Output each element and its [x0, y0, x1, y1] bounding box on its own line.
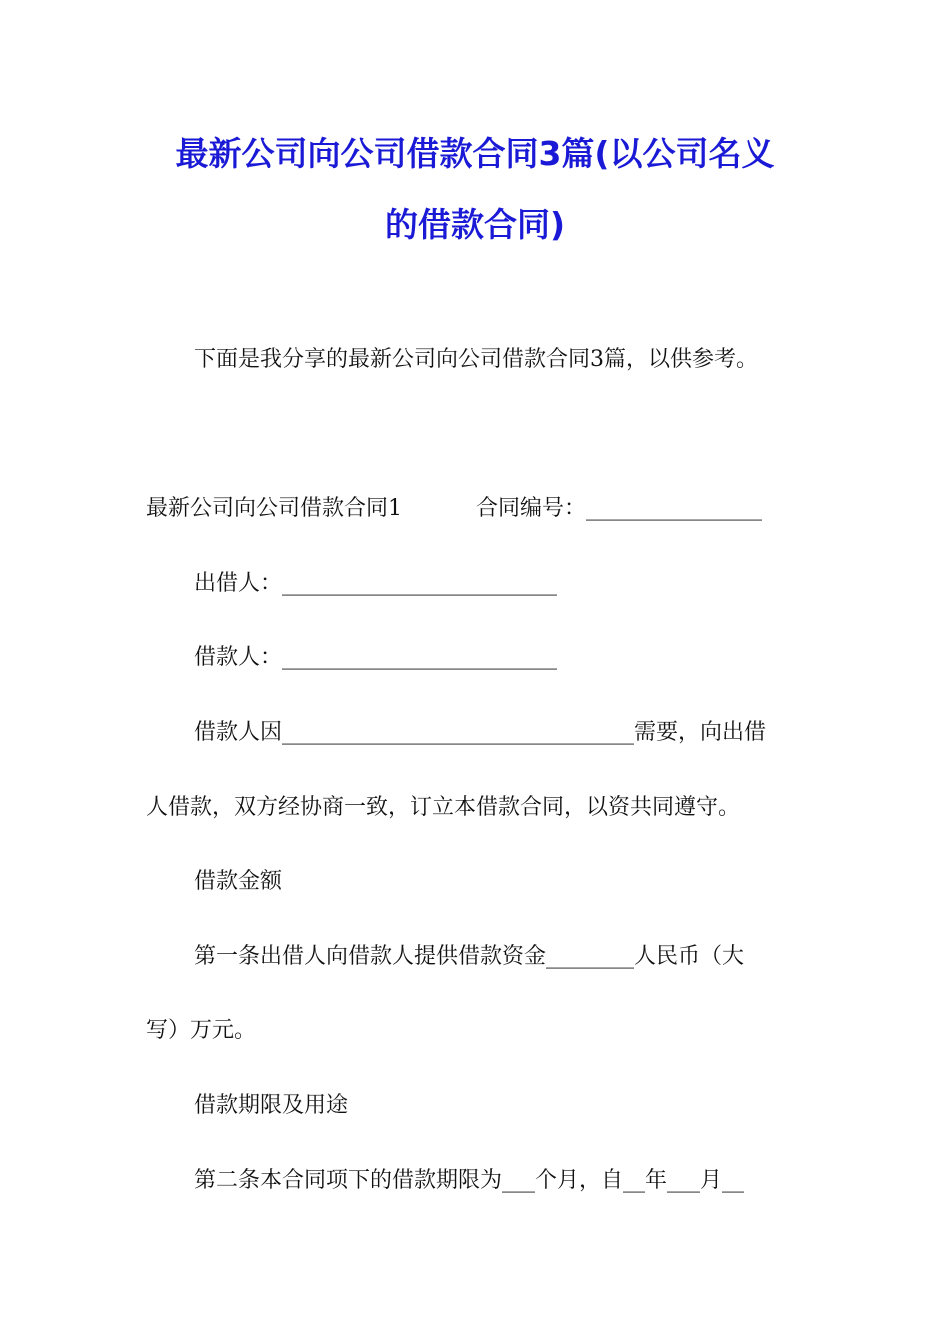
section-heading-amount: 借款金额 — [194, 869, 283, 894]
lender-field: 出借人：_________________________ — [194, 571, 558, 596]
purpose-paragraph-line-2: 人借款，双方经协商一致，订立本借款合同，以资共同遵守。 — [146, 795, 741, 820]
intro-paragraph: 下面是我分享的最新公司向公司借款合同3篇，以供参考。 — [194, 347, 758, 372]
borrower-field: 借款人：_________________________ — [194, 645, 558, 670]
contract-number-field: 合同编号：________________ — [476, 496, 763, 521]
purpose-paragraph-line-1: 借款人因________________________________需要，向出借 — [194, 720, 767, 745]
article-2-line-1: 第二条本合同项下的借款期限为___个月，自__年___月__ — [194, 1168, 745, 1193]
section-heading-term: 借款期限及用途 — [194, 1093, 349, 1118]
contract-heading: 最新公司向公司借款合同1 — [146, 496, 402, 521]
document-title-line-1: 最新公司向公司借款合同3篇(以公司名义 — [175, 134, 775, 173]
article-1-line-2: 写）万元。 — [146, 1018, 257, 1043]
document-title-line-2: 的借款合同) — [384, 205, 566, 244]
article-1-line-1: 第一条出借人向借款人提供借款资金________人民币（大 — [194, 944, 745, 969]
